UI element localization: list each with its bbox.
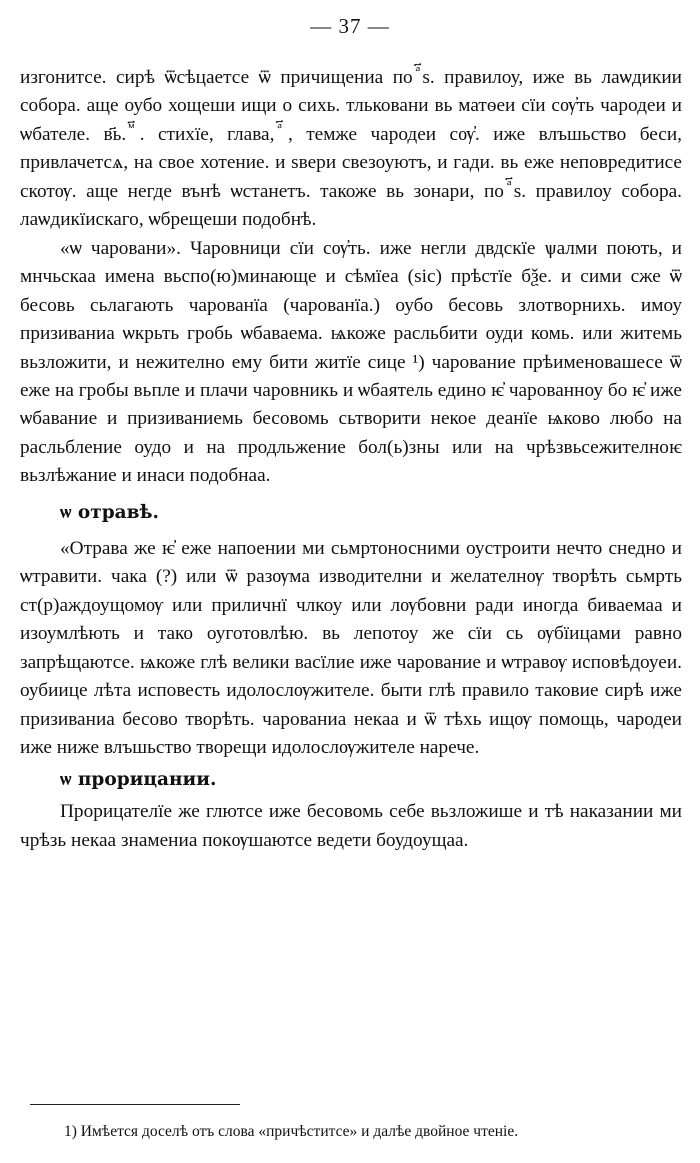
section-heading-otrava: ѡ отравѣ. <box>60 501 159 523</box>
footnote-divider <box>30 1104 240 1105</box>
footnote-text: Имѣется доселѣ отъ слова «причѣститсе» и далѣе двойное чтенiе. <box>80 1123 519 1140</box>
paragraph-charovani: «ѡ чаровани». Чаровници сїи сѹ҆ть. иже негли двдскїе ѱалми поють, и мнчьскаа имена вьспо(ю)минающе и сѣмїеа (sic) прѣстїе бѯе. и сими сже ѿ бесовь сьлагають чарованїа (чарованїа.) оубо бесовь злотворнихь. имоу призиваниа ѡкрьть гробь ѡбаваема. ѩкоже расльбити оуди комь. или житемь вьзложити, и нежително ему бити житїе сице ¹) чарование прѣименовашесе ѿ еже на гробы вьпле и плачи чаровникь и ѡбаятель едино ѥ҆ чарованноу бо ѥ҆ иже ѡбавание и призиваниемь бесовомь сьтворити некое деанїе ѩково любо на расльбление оудо и на продльжение бол(ь)зны или на чрѣзвьсежителноѥ вьзлѣжание и инаси подобнаа. <box>20 237 682 487</box>
main-text <box>20 64 682 855</box>
paragraph-continuation: изгонитсе. сирѣ ѿсѣцаетсе ѿ причищениа по ⷶ҃ѕ. правилоу, иже вь лаѡдикии собора. аще оубо хощеши ищи о сихь. тльковани вь матѳеи сїи сѹ҆ть чародеи и ѡбателе. в҃ь. ⷨ҃. стихїе, глава, ⷶ҃, темже чародеи сѹ҆. иже влъшьство беси, привлачетсѧ, на свое хотение. и ѕвери свезоуютъ, и гади. вь еже неповредитисе скотѹ. аще негде вънѣ ѡстанетъ. такоже вь зонари, по ⷶ҃ѕ. правилоу собора. лаѡдикїискаго, ѡбрещеши подобнѣ. <box>20 67 682 231</box>
section-heading-proricanii: ѡ прорицании. <box>60 769 217 791</box>
page-number: — 37 — <box>310 14 390 38</box>
footnote <box>64 1122 684 1142</box>
footnote-marker: 1) <box>64 1123 77 1140</box>
paragraph-proricanii: Прорицателїе же глютсе иже бесовомь себе вьзложише и тѣ наказании ми чрѣзь некаа знамениа покѹшаютсе ведети боудоущаа. <box>20 801 682 851</box>
paragraph-otrava: «Отрава же ѥ҆ еже напоении ми сьмртоносними оустроити нечто снедно и ѡтравити. чака (?) или ѿ разѹма изводителни и желателнѹ творѣть сьмрть ст(р)аждоущомѹ или приличнї члкоу или лѹбовни ради иногда биваемаа и изоумлѣють и тако оуготовлѣю. вь лепотоу же сїи сь ѹбїицами равно запрѣщаютсе. ѩкоже глѣ велики васїлие иже чарование и ѡтравѹ исповѣдоуеи. оубиице лѣта исповесть идолослѹжителе. быти глѣ правило таковие сирѣ иже призиваниа бесово творѣть. чарованиа некаа и ѿ тѣхь ищѹ помощь, чародеи иже ниже влъшьство творещи идолослѹжителе нарече. <box>20 537 682 758</box>
